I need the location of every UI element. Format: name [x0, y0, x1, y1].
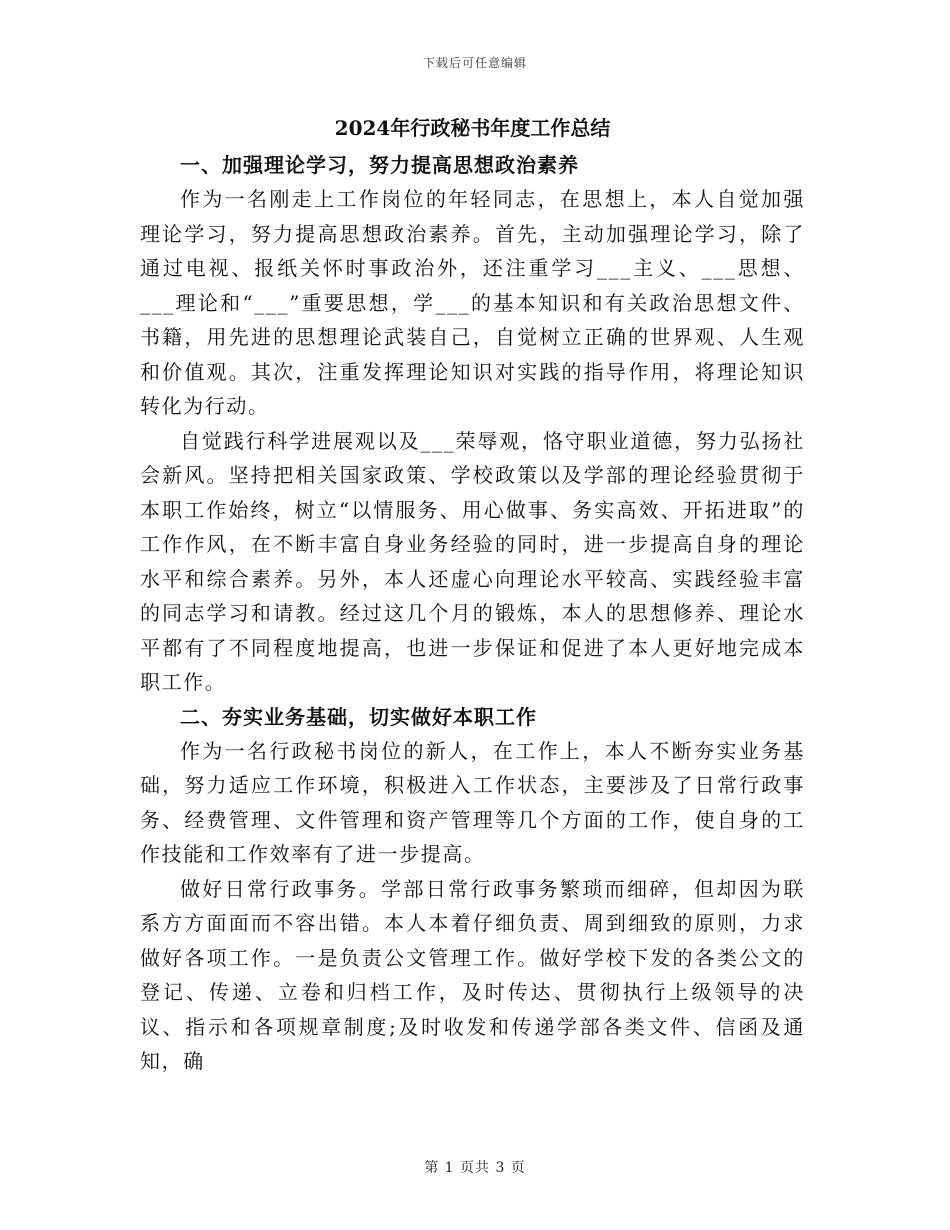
paragraph: 自觉践行科学进展观以及___荣辱观，恪守职业道德，努力弘扬社会新风。坚持把相关国家政策、学校政策以及学部的理论经验贯彻于本职工作始终，树立“以情服务、用心做事、务实高效、开拓进取”的工作作风，在不断丰富自身业务经验的同时，进一步提高自身的理论水平和综合素养。另外，本人还虚心向理论水平较高、实践经验丰富的同志学习和请教。经过这几个月的锻炼，本人的思想修养、理论水平都有了不同程度地提高，也进一步保证和促进了本人更好地完成本职工作。 — [140, 428, 805, 694]
section-2 — [140, 700, 805, 1079]
document-body — [140, 112, 805, 1079]
header-note: 下载后可任意编辑 — [422, 56, 527, 70]
section-heading: 一、加强理论学习，努力提高思想政治素养 — [180, 153, 579, 177]
document-title: 2024年行政秘书年度工作总结 — [334, 116, 611, 140]
section-heading: 二、夯实业务基础，切实做好本职工作 — [180, 704, 537, 729]
page-footer: 第 1 页共 3 页 — [424, 1160, 526, 1176]
paragraph: 作为一名刚走上工作岗位的年轻同志，在思想上，本人自觉加强理论学习，努力提高思想政治素养。首先，主动加强理论学习，除了通过电视、报纸关怀时事政治外，还注重学习___主义、___思想、___理论和“___”重要思想，学___的基本知识和有关政治思想文件、书籍，用先进的思想理论武装自己，自觉树立正确的世界观、人生观和价值观。其次，注重发挥理论知识对实践的指导作用，将理论知识转化为行动。 — [140, 187, 805, 418]
paragraph: 做好日常行政事务。学部日常行政事务繁琐而细碎，但却因为联系方方面面而不容出错。本人本着仔细负责、周到细致的原则，力求做好各项工作。一是负责公文管理工作。做好学校下发的各类公文的登记、传递、立卷和归档工作，及时传达、贯彻执行上级领导的决议、指示和各项规章制度;及时收发和传递学部各类文件、信函及通知，确 — [140, 876, 805, 1073]
paragraph: 作为一名行政秘书岗位的新人，在工作上，本人不断夯实业务基础，努力适应工作环境，积极进入工作状态，主要涉及了日常行政事务、经费管理、文件管理和资产管理等几个方面的工作，使自身的工作技能和工作效率有了进一步提高。 — [140, 738, 805, 866]
section-1 — [140, 148, 805, 700]
